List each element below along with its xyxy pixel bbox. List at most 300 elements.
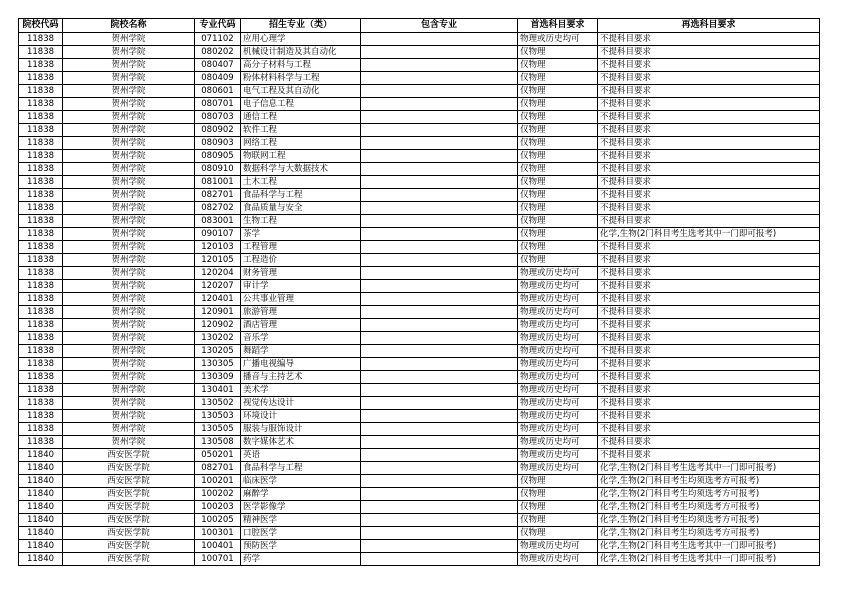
cell-included-majors bbox=[361, 540, 518, 553]
cell-major-name: 电气工程及其自动化 bbox=[241, 85, 361, 98]
cell-school-name: 贺州学院 bbox=[63, 202, 195, 215]
cell-first-subject: 仅物理 bbox=[518, 189, 598, 202]
cell-second-subject: 不提科目要求 bbox=[598, 215, 820, 228]
cell-included-majors bbox=[361, 306, 518, 319]
cell-major-name: 视觉传达设计 bbox=[241, 397, 361, 410]
cell-major-code: 120207 bbox=[195, 280, 241, 293]
cell-school-name: 贺州学院 bbox=[63, 189, 195, 202]
cell-school-name: 贺州学院 bbox=[63, 215, 195, 228]
cell-first-subject: 仅物理 bbox=[518, 202, 598, 215]
table-row bbox=[19, 306, 820, 319]
table-header bbox=[19, 19, 820, 33]
header-major-name: 招生专业（类） bbox=[241, 19, 361, 33]
header-first-subject: 首选科目要求 bbox=[518, 19, 598, 33]
cell-major-name: 广播电视编导 bbox=[241, 358, 361, 371]
cell-second-subject: 不提科目要求 bbox=[598, 46, 820, 59]
cell-second-subject: 化学,生物(2门科目考生均须选考方可报考) bbox=[598, 501, 820, 514]
cell-first-subject: 物理或历史均可 bbox=[518, 462, 598, 475]
cell-school-name: 贺州学院 bbox=[63, 384, 195, 397]
cell-major-code: 080601 bbox=[195, 85, 241, 98]
cell-school-name: 贺州学院 bbox=[63, 267, 195, 280]
cell-school-name: 贺州学院 bbox=[63, 59, 195, 72]
cell-second-subject: 不提科目要求 bbox=[598, 150, 820, 163]
table-row bbox=[19, 33, 820, 46]
cell-school-code: 11840 bbox=[19, 449, 63, 462]
cell-included-majors bbox=[361, 33, 518, 46]
cell-major-code: 100203 bbox=[195, 501, 241, 514]
cell-first-subject: 仅物理 bbox=[518, 59, 598, 72]
cell-school-code: 11838 bbox=[19, 137, 63, 150]
header-major-code: 专业代码 bbox=[195, 19, 241, 33]
table-row bbox=[19, 410, 820, 423]
cell-second-subject: 化学,生物(2门科目考生选考其中一门即可报考) bbox=[598, 228, 820, 241]
cell-major-name: 茶学 bbox=[241, 228, 361, 241]
cell-included-majors bbox=[361, 228, 518, 241]
admission-requirements-table bbox=[18, 18, 820, 566]
cell-major-code: 120902 bbox=[195, 319, 241, 332]
cell-school-code: 11840 bbox=[19, 553, 63, 566]
cell-school-code: 11838 bbox=[19, 397, 63, 410]
cell-school-name: 贺州学院 bbox=[63, 397, 195, 410]
table-row bbox=[19, 384, 820, 397]
cell-major-name: 工程管理 bbox=[241, 241, 361, 254]
cell-school-name: 贺州学院 bbox=[63, 254, 195, 267]
cell-school-name: 贺州学院 bbox=[63, 163, 195, 176]
cell-included-majors bbox=[361, 72, 518, 85]
header-row bbox=[19, 19, 820, 33]
cell-second-subject: 不提科目要求 bbox=[598, 280, 820, 293]
cell-second-subject: 化学,生物(2门科目考生选考其中一门即可报考) bbox=[598, 540, 820, 553]
header-included-majors: 包含专业 bbox=[361, 19, 518, 33]
table-row bbox=[19, 254, 820, 267]
cell-included-majors bbox=[361, 98, 518, 111]
cell-included-majors bbox=[361, 189, 518, 202]
cell-second-subject: 不提科目要求 bbox=[598, 319, 820, 332]
cell-second-subject: 不提科目要求 bbox=[598, 449, 820, 462]
cell-second-subject: 化学,生物(2门科目考生选考其中一门即可报考) bbox=[598, 553, 820, 566]
cell-included-majors bbox=[361, 293, 518, 306]
cell-major-name: 食品质量与安全 bbox=[241, 202, 361, 215]
cell-school-code: 11838 bbox=[19, 384, 63, 397]
table-row bbox=[19, 319, 820, 332]
cell-first-subject: 物理或历史均可 bbox=[518, 540, 598, 553]
cell-school-code: 11838 bbox=[19, 267, 63, 280]
cell-major-code: 130508 bbox=[195, 436, 241, 449]
cell-major-code: 080903 bbox=[195, 137, 241, 150]
cell-second-subject: 不提科目要求 bbox=[598, 33, 820, 46]
cell-major-name: 临床医学 bbox=[241, 475, 361, 488]
cell-major-code: 080407 bbox=[195, 59, 241, 72]
cell-first-subject: 物理或历史均可 bbox=[518, 384, 598, 397]
cell-included-majors bbox=[361, 371, 518, 384]
cell-included-majors bbox=[361, 384, 518, 397]
cell-first-subject: 物理或历史均可 bbox=[518, 449, 598, 462]
table-row bbox=[19, 163, 820, 176]
cell-major-name: 审计学 bbox=[241, 280, 361, 293]
cell-second-subject: 不提科目要求 bbox=[598, 423, 820, 436]
cell-second-subject: 不提科目要求 bbox=[598, 241, 820, 254]
cell-first-subject: 仅物理 bbox=[518, 514, 598, 527]
cell-school-code: 11838 bbox=[19, 410, 63, 423]
cell-second-subject: 不提科目要求 bbox=[598, 332, 820, 345]
cell-included-majors bbox=[361, 241, 518, 254]
cell-included-majors bbox=[361, 85, 518, 98]
cell-included-majors bbox=[361, 423, 518, 436]
cell-school-code: 11838 bbox=[19, 280, 63, 293]
cell-major-name: 机械设计制造及其自动化 bbox=[241, 46, 361, 59]
cell-major-code: 080202 bbox=[195, 46, 241, 59]
cell-major-code: 100205 bbox=[195, 514, 241, 527]
cell-major-name: 应用心理学 bbox=[241, 33, 361, 46]
cell-first-subject: 仅物理 bbox=[518, 488, 598, 501]
cell-major-name: 精神医学 bbox=[241, 514, 361, 527]
table-row bbox=[19, 293, 820, 306]
cell-major-name: 预防医学 bbox=[241, 540, 361, 553]
cell-major-code: 080902 bbox=[195, 124, 241, 137]
cell-school-name: 贺州学院 bbox=[63, 319, 195, 332]
cell-school-code: 11838 bbox=[19, 423, 63, 436]
cell-included-majors bbox=[361, 124, 518, 137]
cell-major-code: 130502 bbox=[195, 397, 241, 410]
cell-included-majors bbox=[361, 449, 518, 462]
cell-school-name: 西安医学院 bbox=[63, 462, 195, 475]
cell-included-majors bbox=[361, 462, 518, 475]
cell-first-subject: 仅物理 bbox=[518, 72, 598, 85]
cell-included-majors bbox=[361, 163, 518, 176]
cell-school-name: 西安医学院 bbox=[63, 527, 195, 540]
cell-first-subject: 仅物理 bbox=[518, 527, 598, 540]
cell-second-subject: 不提科目要求 bbox=[598, 163, 820, 176]
cell-second-subject: 不提科目要求 bbox=[598, 410, 820, 423]
cell-second-subject: 不提科目要求 bbox=[598, 384, 820, 397]
table-row bbox=[19, 267, 820, 280]
cell-major-name: 服装与服饰设计 bbox=[241, 423, 361, 436]
cell-major-code: 080701 bbox=[195, 98, 241, 111]
cell-second-subject: 不提科目要求 bbox=[598, 189, 820, 202]
cell-second-subject: 不提科目要求 bbox=[598, 436, 820, 449]
cell-major-name: 酒店管理 bbox=[241, 319, 361, 332]
cell-included-majors bbox=[361, 514, 518, 527]
table-row bbox=[19, 358, 820, 371]
cell-school-name: 贺州学院 bbox=[63, 280, 195, 293]
cell-first-subject: 仅物理 bbox=[518, 137, 598, 150]
cell-second-subject: 不提科目要求 bbox=[598, 124, 820, 137]
cell-second-subject: 不提科目要求 bbox=[598, 72, 820, 85]
cell-included-majors bbox=[361, 553, 518, 566]
table-row bbox=[19, 72, 820, 85]
cell-major-name: 食品科学与工程 bbox=[241, 462, 361, 475]
cell-first-subject: 物理或历史均可 bbox=[518, 293, 598, 306]
cell-school-name: 贺州学院 bbox=[63, 33, 195, 46]
cell-major-code: 080703 bbox=[195, 111, 241, 124]
cell-school-name: 贺州学院 bbox=[63, 85, 195, 98]
cell-major-code: 100201 bbox=[195, 475, 241, 488]
table-row bbox=[19, 137, 820, 150]
cell-school-name: 贺州学院 bbox=[63, 176, 195, 189]
table-row bbox=[19, 280, 820, 293]
cell-major-code: 100301 bbox=[195, 527, 241, 540]
table-row bbox=[19, 449, 820, 462]
cell-first-subject: 物理或历史均可 bbox=[518, 397, 598, 410]
cell-included-majors bbox=[361, 345, 518, 358]
cell-major-name: 粉体材料科学与工程 bbox=[241, 72, 361, 85]
cell-major-name: 软件工程 bbox=[241, 124, 361, 137]
cell-school-code: 11840 bbox=[19, 462, 63, 475]
cell-first-subject: 仅物理 bbox=[518, 163, 598, 176]
cell-school-code: 11838 bbox=[19, 371, 63, 384]
cell-school-code: 11838 bbox=[19, 46, 63, 59]
cell-included-majors bbox=[361, 397, 518, 410]
cell-first-subject: 仅物理 bbox=[518, 215, 598, 228]
cell-first-subject: 物理或历史均可 bbox=[518, 267, 598, 280]
cell-first-subject: 物理或历史均可 bbox=[518, 33, 598, 46]
cell-first-subject: 物理或历史均可 bbox=[518, 371, 598, 384]
cell-major-name: 美术学 bbox=[241, 384, 361, 397]
cell-school-code: 11838 bbox=[19, 176, 63, 189]
cell-second-subject: 不提科目要求 bbox=[598, 59, 820, 72]
cell-major-code: 090107 bbox=[195, 228, 241, 241]
table-row bbox=[19, 46, 820, 59]
table-row bbox=[19, 553, 820, 566]
cell-school-code: 11838 bbox=[19, 293, 63, 306]
cell-school-code: 11840 bbox=[19, 488, 63, 501]
cell-major-name: 通信工程 bbox=[241, 111, 361, 124]
cell-major-code: 081001 bbox=[195, 176, 241, 189]
cell-school-code: 11838 bbox=[19, 111, 63, 124]
cell-first-subject: 仅物理 bbox=[518, 85, 598, 98]
cell-second-subject: 化学,生物(2门科目考生均须选考方可报考) bbox=[598, 488, 820, 501]
table-row bbox=[19, 98, 820, 111]
cell-second-subject: 不提科目要求 bbox=[598, 202, 820, 215]
cell-school-code: 11838 bbox=[19, 72, 63, 85]
cell-second-subject: 不提科目要求 bbox=[598, 111, 820, 124]
cell-second-subject: 不提科目要求 bbox=[598, 358, 820, 371]
cell-school-name: 贺州学院 bbox=[63, 358, 195, 371]
cell-included-majors bbox=[361, 137, 518, 150]
cell-second-subject: 不提科目要求 bbox=[598, 98, 820, 111]
cell-major-code: 071102 bbox=[195, 33, 241, 46]
cell-school-name: 贺州学院 bbox=[63, 371, 195, 384]
table-row bbox=[19, 332, 820, 345]
cell-major-code: 120901 bbox=[195, 306, 241, 319]
table-row bbox=[19, 189, 820, 202]
cell-major-name: 食品科学与工程 bbox=[241, 189, 361, 202]
cell-school-code: 11838 bbox=[19, 332, 63, 345]
cell-major-name: 物联网工程 bbox=[241, 150, 361, 163]
table-row bbox=[19, 59, 820, 72]
cell-major-name: 数字媒体艺术 bbox=[241, 436, 361, 449]
cell-school-code: 11840 bbox=[19, 527, 63, 540]
cell-included-majors bbox=[361, 254, 518, 267]
cell-major-code: 130505 bbox=[195, 423, 241, 436]
cell-school-code: 11840 bbox=[19, 475, 63, 488]
cell-second-subject: 不提科目要求 bbox=[598, 397, 820, 410]
cell-major-code: 050201 bbox=[195, 449, 241, 462]
cell-school-code: 11838 bbox=[19, 436, 63, 449]
cell-school-name: 贺州学院 bbox=[63, 332, 195, 345]
cell-first-subject: 仅物理 bbox=[518, 241, 598, 254]
cell-major-name: 高分子材料与工程 bbox=[241, 59, 361, 72]
cell-school-code: 11838 bbox=[19, 228, 63, 241]
cell-school-name: 贺州学院 bbox=[63, 111, 195, 124]
cell-major-name: 麻醉学 bbox=[241, 488, 361, 501]
cell-included-majors bbox=[361, 475, 518, 488]
cell-first-subject: 仅物理 bbox=[518, 98, 598, 111]
cell-second-subject: 不提科目要求 bbox=[598, 306, 820, 319]
cell-school-code: 11838 bbox=[19, 33, 63, 46]
table-row bbox=[19, 475, 820, 488]
cell-major-name: 工程造价 bbox=[241, 254, 361, 267]
cell-major-name: 生物工程 bbox=[241, 215, 361, 228]
cell-school-name: 西安医学院 bbox=[63, 514, 195, 527]
cell-school-name: 贺州学院 bbox=[63, 436, 195, 449]
cell-major-code: 130503 bbox=[195, 410, 241, 423]
table-row bbox=[19, 540, 820, 553]
cell-included-majors bbox=[361, 176, 518, 189]
header-school-code: 院校代码 bbox=[19, 19, 63, 33]
cell-school-code: 11838 bbox=[19, 241, 63, 254]
table-row bbox=[19, 501, 820, 514]
cell-first-subject: 仅物理 bbox=[518, 46, 598, 59]
cell-first-subject: 物理或历史均可 bbox=[518, 553, 598, 566]
cell-major-code: 082702 bbox=[195, 202, 241, 215]
cell-first-subject: 仅物理 bbox=[518, 501, 598, 514]
table-row bbox=[19, 150, 820, 163]
cell-first-subject: 物理或历史均可 bbox=[518, 410, 598, 423]
cell-school-code: 11838 bbox=[19, 59, 63, 72]
cell-school-name: 西安医学院 bbox=[63, 553, 195, 566]
cell-first-subject: 物理或历史均可 bbox=[518, 306, 598, 319]
cell-school-name: 贺州学院 bbox=[63, 124, 195, 137]
cell-major-name: 公共事业管理 bbox=[241, 293, 361, 306]
cell-school-code: 11838 bbox=[19, 306, 63, 319]
cell-school-code: 11838 bbox=[19, 215, 63, 228]
cell-major-name: 土木工程 bbox=[241, 176, 361, 189]
cell-major-code: 100701 bbox=[195, 553, 241, 566]
cell-school-code: 11838 bbox=[19, 85, 63, 98]
cell-major-code: 130202 bbox=[195, 332, 241, 345]
cell-major-code: 120103 bbox=[195, 241, 241, 254]
cell-first-subject: 物理或历史均可 bbox=[518, 280, 598, 293]
cell-school-name: 西安医学院 bbox=[63, 449, 195, 462]
cell-major-code: 080905 bbox=[195, 150, 241, 163]
table-row bbox=[19, 527, 820, 540]
header-school-name: 院校名称 bbox=[63, 19, 195, 33]
cell-second-subject: 不提科目要求 bbox=[598, 267, 820, 280]
cell-included-majors bbox=[361, 202, 518, 215]
cell-included-majors bbox=[361, 267, 518, 280]
cell-second-subject: 化学,生物(2门科目考生均须选考方可报考) bbox=[598, 475, 820, 488]
cell-included-majors bbox=[361, 410, 518, 423]
header-second-subject: 再选科目要求 bbox=[598, 19, 820, 33]
table-row bbox=[19, 514, 820, 527]
table-row bbox=[19, 215, 820, 228]
cell-first-subject: 仅物理 bbox=[518, 124, 598, 137]
cell-second-subject: 化学,生物(2门科目考生均须选考方可报考) bbox=[598, 514, 820, 527]
cell-included-majors bbox=[361, 527, 518, 540]
cell-second-subject: 不提科目要求 bbox=[598, 293, 820, 306]
cell-first-subject: 物理或历史均可 bbox=[518, 436, 598, 449]
cell-school-code: 11838 bbox=[19, 254, 63, 267]
cell-major-name: 口腔医学 bbox=[241, 527, 361, 540]
table-row bbox=[19, 462, 820, 475]
cell-school-name: 贺州学院 bbox=[63, 137, 195, 150]
table-row bbox=[19, 423, 820, 436]
table-row bbox=[19, 488, 820, 501]
cell-second-subject: 不提科目要求 bbox=[598, 254, 820, 267]
cell-major-name: 网络工程 bbox=[241, 137, 361, 150]
cell-first-subject: 物理或历史均可 bbox=[518, 332, 598, 345]
cell-major-code: 100401 bbox=[195, 540, 241, 553]
cell-major-code: 082701 bbox=[195, 189, 241, 202]
cell-first-subject: 仅物理 bbox=[518, 254, 598, 267]
cell-school-name: 贺州学院 bbox=[63, 423, 195, 436]
table-row bbox=[19, 176, 820, 189]
cell-major-name: 旅游管理 bbox=[241, 306, 361, 319]
cell-major-code: 083001 bbox=[195, 215, 241, 228]
cell-major-name: 播音与主持艺术 bbox=[241, 371, 361, 384]
cell-school-code: 11840 bbox=[19, 501, 63, 514]
cell-major-code: 130205 bbox=[195, 345, 241, 358]
cell-major-code: 120401 bbox=[195, 293, 241, 306]
cell-included-majors bbox=[361, 150, 518, 163]
table-row bbox=[19, 111, 820, 124]
cell-major-name: 电子信息工程 bbox=[241, 98, 361, 111]
cell-major-name: 财务管理 bbox=[241, 267, 361, 280]
cell-first-subject: 仅物理 bbox=[518, 176, 598, 189]
cell-school-name: 贺州学院 bbox=[63, 306, 195, 319]
cell-school-name: 西安医学院 bbox=[63, 540, 195, 553]
cell-major-name: 英语 bbox=[241, 449, 361, 462]
cell-second-subject: 不提科目要求 bbox=[598, 85, 820, 98]
cell-school-code: 11838 bbox=[19, 319, 63, 332]
cell-second-subject: 不提科目要求 bbox=[598, 345, 820, 358]
table-row bbox=[19, 397, 820, 410]
cell-included-majors bbox=[361, 215, 518, 228]
cell-school-code: 11838 bbox=[19, 345, 63, 358]
cell-major-code: 100202 bbox=[195, 488, 241, 501]
cell-included-majors bbox=[361, 436, 518, 449]
cell-school-name: 贺州学院 bbox=[63, 72, 195, 85]
cell-school-name: 西安医学院 bbox=[63, 501, 195, 514]
cell-school-name: 西安医学院 bbox=[63, 475, 195, 488]
cell-major-code: 080910 bbox=[195, 163, 241, 176]
cell-school-code: 11838 bbox=[19, 358, 63, 371]
table-row bbox=[19, 345, 820, 358]
cell-major-code: 120105 bbox=[195, 254, 241, 267]
cell-included-majors bbox=[361, 319, 518, 332]
cell-second-subject: 不提科目要求 bbox=[598, 371, 820, 384]
cell-first-subject: 物理或历史均可 bbox=[518, 319, 598, 332]
cell-included-majors bbox=[361, 59, 518, 72]
table-row bbox=[19, 228, 820, 241]
table-row bbox=[19, 436, 820, 449]
cell-second-subject: 化学,生物(2门科目考生均须选考方可报考) bbox=[598, 527, 820, 540]
cell-major-name: 环境设计 bbox=[241, 410, 361, 423]
cell-major-name: 数据科学与大数据技术 bbox=[241, 163, 361, 176]
cell-major-code: 130305 bbox=[195, 358, 241, 371]
table-row bbox=[19, 241, 820, 254]
cell-school-code: 11840 bbox=[19, 514, 63, 527]
table-row bbox=[19, 124, 820, 137]
cell-first-subject: 仅物理 bbox=[518, 475, 598, 488]
cell-school-name: 贺州学院 bbox=[63, 228, 195, 241]
cell-included-majors bbox=[361, 46, 518, 59]
cell-first-subject: 物理或历史均可 bbox=[518, 345, 598, 358]
cell-school-name: 贺州学院 bbox=[63, 410, 195, 423]
table-row bbox=[19, 85, 820, 98]
cell-first-subject: 物理或历史均可 bbox=[518, 358, 598, 371]
